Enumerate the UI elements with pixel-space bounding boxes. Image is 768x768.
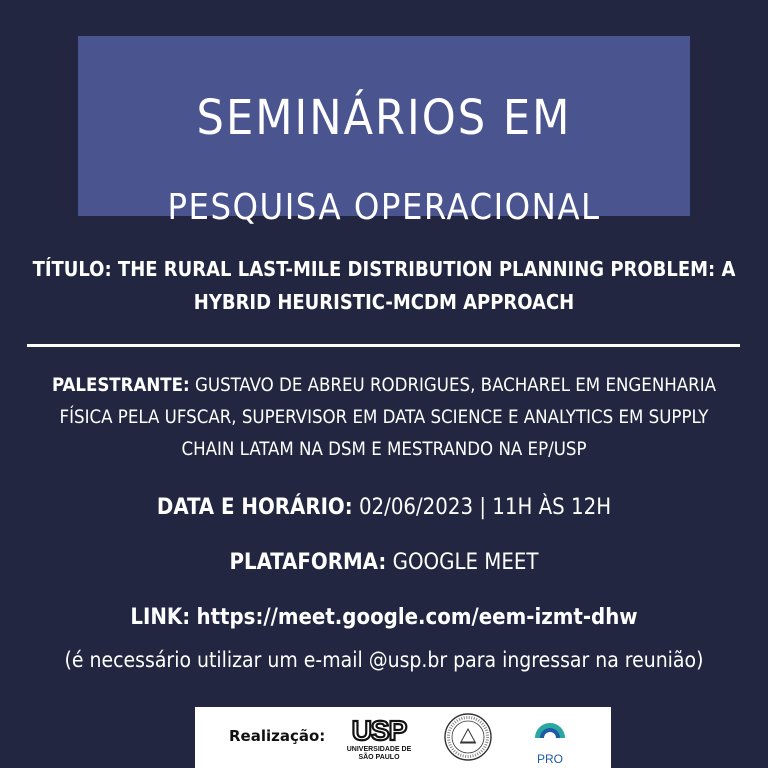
schedule-label: DATA E HORÁRIO: [156, 495, 353, 520]
title-text: THE RURAL LAST-MILE DISTRIBUTION PLANNING PROBLEM: A HYBRID HEURISTIC-MCDM APPROACH [117, 257, 736, 314]
pro-logo-icon [530, 712, 570, 766]
divider [27, 344, 740, 347]
meeting-link[interactable]: https://meet.google.com/eem-izmt-dhw [196, 605, 638, 630]
banner-title: SEMINÁRIOS EM [196, 90, 572, 146]
link-label: LINK: [130, 605, 191, 630]
talk-title [30, 253, 738, 319]
realizacao-label: Realização: [229, 727, 326, 745]
usp-caption-line1: UNIVERSIDADE DE [347, 746, 411, 753]
schedule-value: 02/06/2023 | 11H ÀS 12H [358, 495, 612, 520]
speaker-info [40, 370, 728, 466]
speaker-label: PALESTRANTE: [51, 375, 190, 396]
title-label: TÍTULO: [32, 257, 112, 281]
header-banner [78, 36, 690, 228]
poli-seal-icon [443, 712, 493, 762]
usp-caption-line2: SÃO PAULO [358, 754, 400, 761]
platform-label: PLATAFORMA: [229, 550, 387, 575]
platform-value: GOOGLE MEET [392, 550, 539, 575]
schedule-row [0, 490, 768, 526]
pro-logo-text: PRO [536, 752, 564, 766]
link-row [0, 600, 768, 636]
usp-email-note: (é necessário utilizar um e-mail @usp.br para ingressar na reunião) [64, 648, 704, 672]
sponsor-footer [195, 707, 611, 768]
platform-row [0, 545, 768, 581]
speaker-text: GUSTAVO DE ABREU RODRIGUES, BACHAREL EM ENGENHARIA FÍSICA PELA UFSCAR, SUPERVISOR EM DATA SCIENCE E ANALYTICS EM SUPPLY CHAIN LATAM NA DSM E MESTRANDO NA EP/USP [59, 375, 717, 460]
usp-logo-icon [347, 714, 411, 762]
usp-logo-text: USP [351, 715, 407, 746]
banner-subtitle: PESQUISA OPERACIONAL [167, 187, 601, 228]
